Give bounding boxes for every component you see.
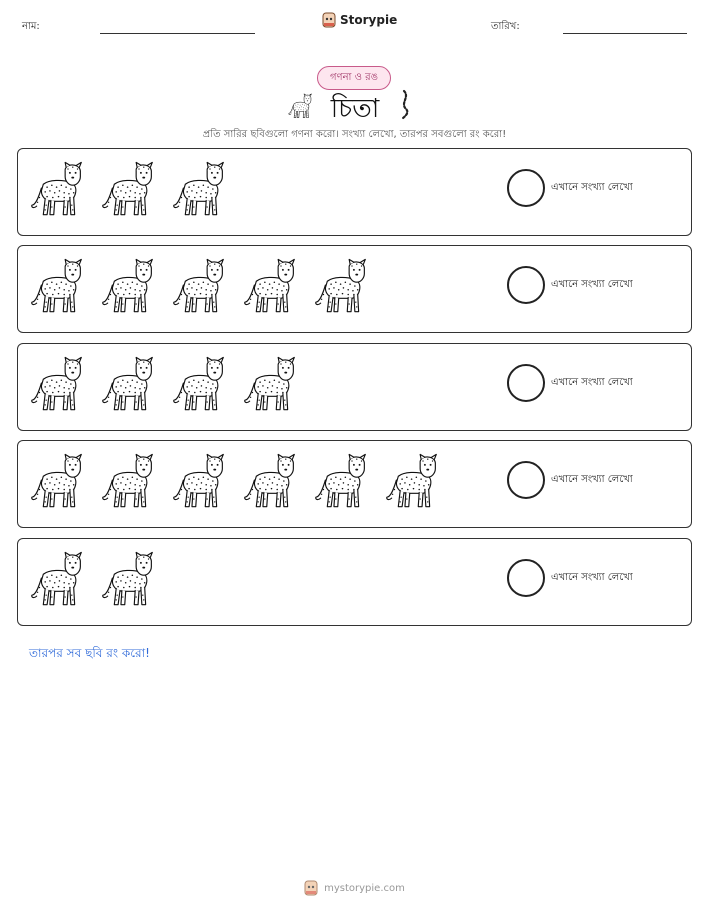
tail-icon xyxy=(398,89,412,121)
date-label: তারিখ: xyxy=(491,21,520,32)
cheetah-icon xyxy=(172,159,229,219)
brand-name: Storypie xyxy=(340,13,398,27)
cheetah-icon xyxy=(30,549,87,609)
animal-group xyxy=(30,549,158,609)
cheetah-icon xyxy=(243,256,300,316)
animal-group xyxy=(30,159,229,219)
cheetah-icon xyxy=(172,354,229,414)
cheetah-icon xyxy=(30,451,87,511)
answer-circle[interactable] xyxy=(507,364,545,402)
animal-group xyxy=(30,354,300,414)
site-url: mystorypie.com xyxy=(324,882,405,894)
color-instruction: তারপর সব ছবি রং করো! xyxy=(29,646,150,660)
answer-prompt: এখানে সংখ্যা লেখো xyxy=(551,572,633,583)
count-row xyxy=(17,148,692,236)
page-title: চিতা xyxy=(330,94,380,124)
cheetah-icon xyxy=(101,354,158,414)
storypie-logo-icon xyxy=(322,12,336,28)
cheetah-icon xyxy=(30,256,87,316)
count-row xyxy=(17,538,692,626)
animal-group xyxy=(30,451,442,511)
cheetah-icon xyxy=(172,256,229,316)
cheetah-icon xyxy=(101,451,158,511)
cheetah-icon xyxy=(101,159,158,219)
name-line[interactable] xyxy=(100,33,255,34)
answer-prompt: এখানে সংখ্যা লেখো xyxy=(551,377,633,388)
name-label: নাম: xyxy=(22,21,40,32)
answer-circle[interactable] xyxy=(507,169,545,207)
answer-circle[interactable] xyxy=(507,266,545,304)
brand xyxy=(322,12,397,28)
date-line[interactable] xyxy=(563,33,687,34)
answer-prompt: এখানে সংখ্যা লেখো xyxy=(551,474,633,485)
answer-circle[interactable] xyxy=(507,461,545,499)
cheetah-icon xyxy=(243,354,300,414)
animal-group xyxy=(30,256,371,316)
cheetah-icon xyxy=(101,549,158,609)
answer-prompt: এখানে সংখ্যা লেখো xyxy=(551,182,633,193)
cheetah-icon xyxy=(172,451,229,511)
site-footer xyxy=(0,880,709,896)
cheetah-icon xyxy=(30,354,87,414)
answer-prompt: এখানে সংখ্যা লেখো xyxy=(551,279,633,290)
cheetah-icon xyxy=(314,451,371,511)
count-row xyxy=(17,245,692,333)
cheetah-icon xyxy=(288,92,314,120)
count-row xyxy=(17,343,692,431)
storypie-logo-icon xyxy=(304,880,318,896)
cheetah-icon xyxy=(314,256,371,316)
cheetah-icon xyxy=(243,451,300,511)
cheetah-icon xyxy=(101,256,158,316)
cheetah-icon xyxy=(30,159,87,219)
cheetah-icon xyxy=(385,451,442,511)
instructions: প্রতি সারির ছবিগুলো গণনা করো। সংখ্যা লেখো, তারপর সবগুলো রং করো! xyxy=(202,129,507,140)
answer-circle[interactable] xyxy=(507,559,545,597)
count-row xyxy=(17,440,692,528)
category-badge: গণনা ও রঙ xyxy=(317,66,391,90)
